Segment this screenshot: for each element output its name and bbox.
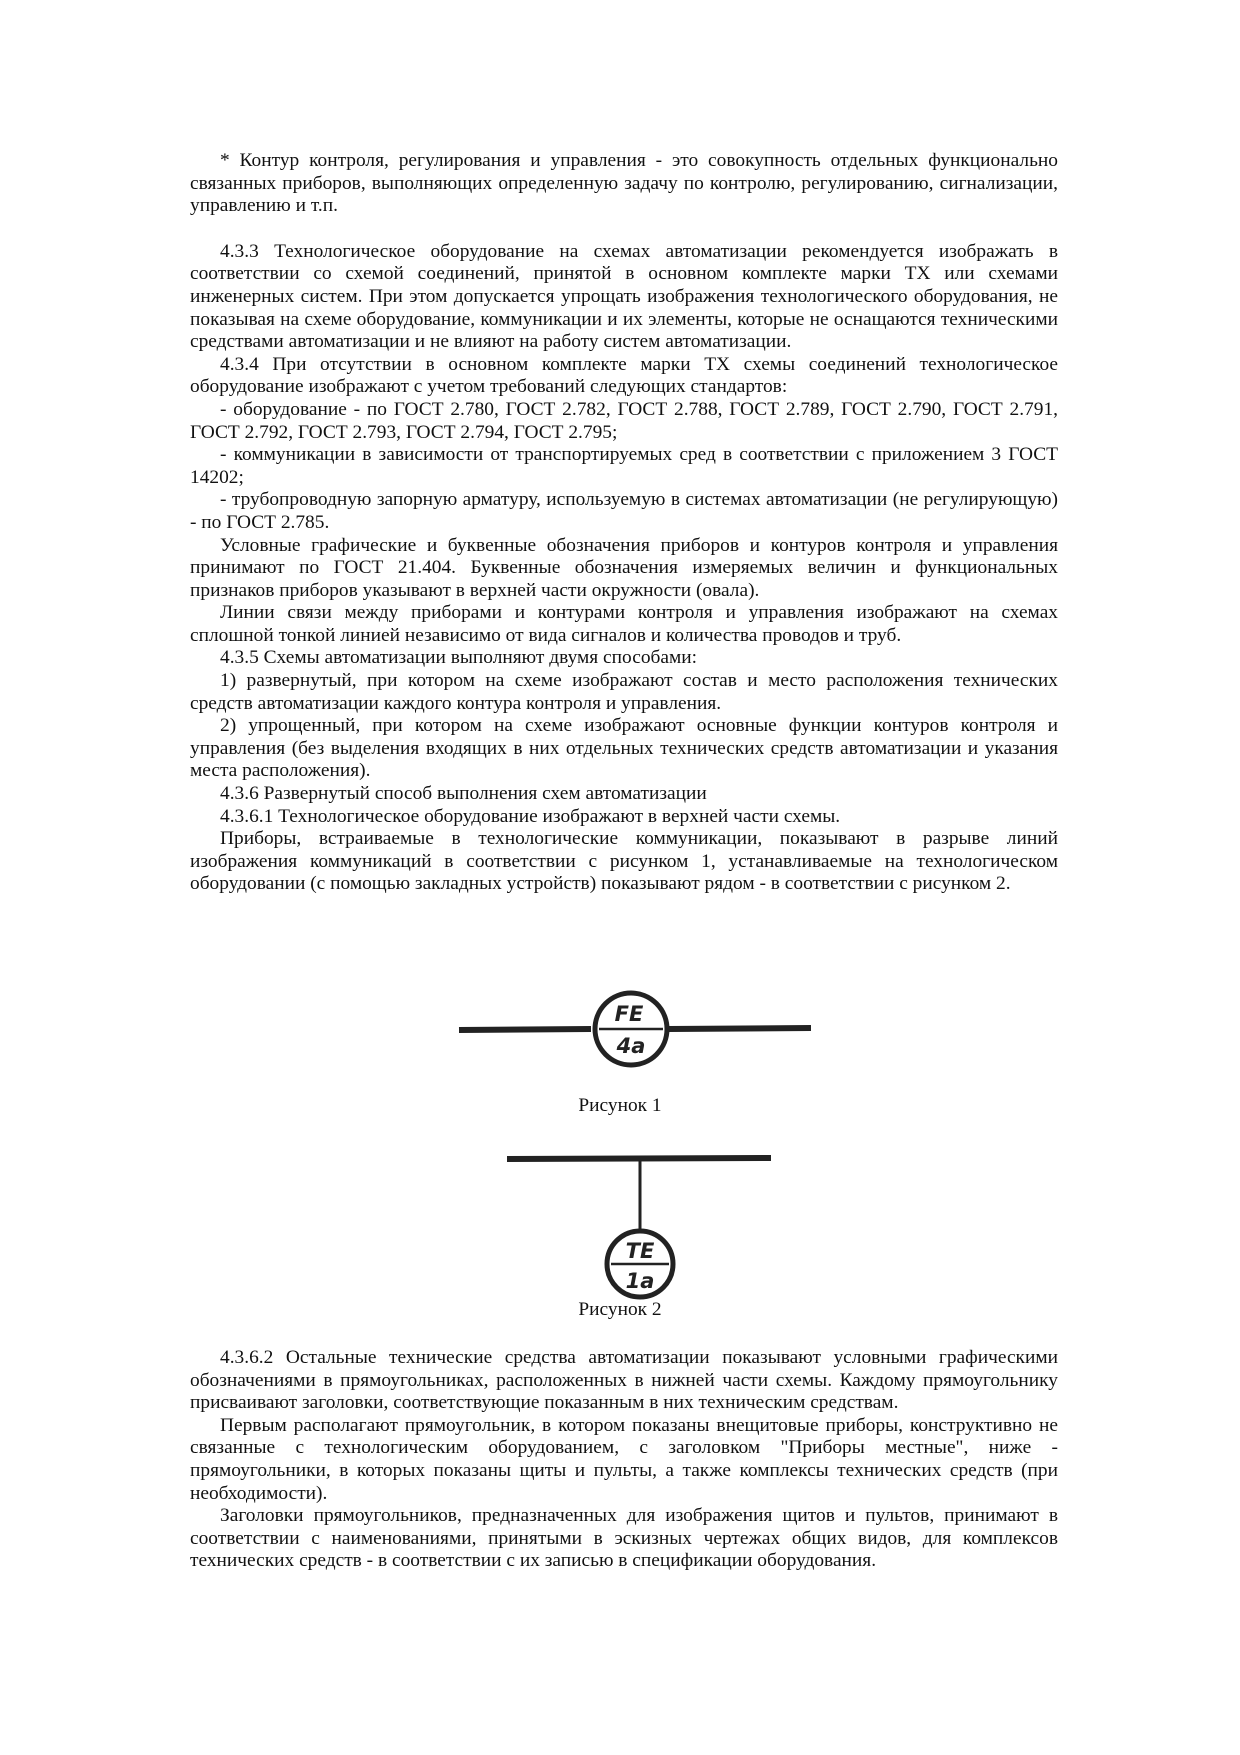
paragraph-list-equipment: - оборудование - по ГОСТ 2.780, ГОСТ 2.782, ГОСТ 2.788, ГОСТ 2.789, ГОСТ 2.790, ГОСТ 2.791, ГОСТ 2.792, ГОСТ 2.793, ГОСТ 2.794, ГОСТ 2.795; (190, 398, 1058, 443)
paragraph-list-communications: - коммуникации в зависимости от транспортируемых сред в соответствии с приложением 3 ГОСТ 14202; (190, 444, 1058, 488)
figure-2 (0, 1148, 1240, 1328)
figure-1 (0, 985, 1240, 1115)
figure-1-label-top: FE (614, 1002, 644, 1026)
figure-2-label-bottom: 1а (625, 1269, 655, 1293)
paragraph-symbols: Условные графические и буквенные обозначения приборов и контуров контроля и управления принимают по ГОСТ 21.404. Буквенные обозначения измеряемых величин и функциональных признаков приборов указывают в верхней части окружности (овала). (190, 534, 1058, 601)
figure-1-caption: Рисунок 1 (578, 1095, 662, 1116)
paragraph-4-3-5: 4.3.5 Схемы автоматизации выполняют двумя способами: (220, 647, 698, 669)
pipe-right-line (669, 1028, 811, 1029)
paragraph-list-valves: - трубопроводную запорную арматуру, используемую в системах автоматизации (не регулирующую) - по ГОСТ 2.785. (190, 489, 1058, 533)
paragraph-method-1: 1) развернутый, при котором на схеме изображают состав и место расположения технических средств автоматизации каждого контура контроля и управления. (190, 670, 1058, 714)
figure-2-label-top: TE (625, 1239, 655, 1263)
paragraph-4-3-6: 4.3.6 Развернутый способ выполнения схем автоматизации (220, 783, 707, 805)
paragraph-4-3-3: 4.3.3 Технологическое оборудование на схемах автоматизации рекомендуется изображать в соответствии со схемой соединений, принятой в основном комплекте марки ТХ или схемами инженерных систем. При этом допускается упрощать изображения технологического оборудования, не показывая на схеме оборудование, коммуникации и их элементы, которые не оснащаются техническими средствами автоматизации и не влияют на работу систем автоматизации. (190, 240, 1058, 353)
paragraph-instruments: Приборы, встраиваемые в технологические коммуникации, показывают в разрыве линий изображения коммуникаций в соответствии с рисунком 1, устанавливаемые на технологическом оборудовании (с помощью закладных устройств) показывают рядом - в соответствии с рисунком 2. (190, 828, 1058, 895)
paragraph-rectangle-titles: Заголовки прямоугольников, предназначенных для изображения щитов и пультов, принимают в соответствии с наименованиями, принятыми в эскизных чертежах общих видов, для комплексов технических средств - в соответствии с их записью в спецификации оборудования. (190, 1505, 1058, 1572)
text-block-bottom (190, 1347, 1058, 1573)
paragraph-gap (190, 218, 1058, 241)
equipment-line (507, 1158, 771, 1159)
paragraph-4-3-6-2: 4.3.6.2 Остальные технические средства автоматизации показывают условными графическими обозначениями в прямоугольниках, расположенных в нижней части схемы. Каждому прямоугольнику присваивают заголовки, соответствующие показанным в них техническим средствам. (190, 1347, 1058, 1414)
figure-2-caption: Рисунок 2 (578, 1299, 662, 1320)
paragraph-lines: Линии связи между приборами и контурами контроля и управления изображают на схемах сплошной тонкой линией независимо от вида сигналов и количества проводов и труб. (190, 602, 1058, 646)
pipe-left-line (459, 1029, 591, 1030)
paragraph-footnote: * Контур контроля, регулирования и управления - это совокупность отдельных функционально связанных приборов, выполняющих определенную задачу по контролю, регулированию, сигнализации, управлению и т.п. (190, 150, 1058, 217)
figure-1-label-bottom: 4а (616, 1034, 646, 1058)
text-block-top (190, 150, 1058, 896)
paragraph-first-rectangle: Первым располагают прямоугольник, в котором показаны внещитовые приборы, конструктивно не связанные с технологическим оборудованием, с заголовком "Приборы местные", ниже - прямоугольники, в которых показаны щиты и пульты, а также комплексы технических средств (при необходимости). (190, 1414, 1058, 1504)
paragraph-method-2: 2) упрощенный, при котором на схеме изображают основные функции контуров контроля и управления (без выделения входящих в них отдельных технических средств автоматизации и указания места расположения). (190, 715, 1058, 782)
paragraph-4-3-4: 4.3.4 При отсутствии в основном комплекте марки ТХ схемы соединений технологическое оборудование изображают с учетом требований следующих стандартов: (190, 353, 1058, 398)
paragraph-4-3-6-1: 4.3.6.1 Технологическое оборудование изображают в верхней части схемы. (220, 805, 841, 827)
